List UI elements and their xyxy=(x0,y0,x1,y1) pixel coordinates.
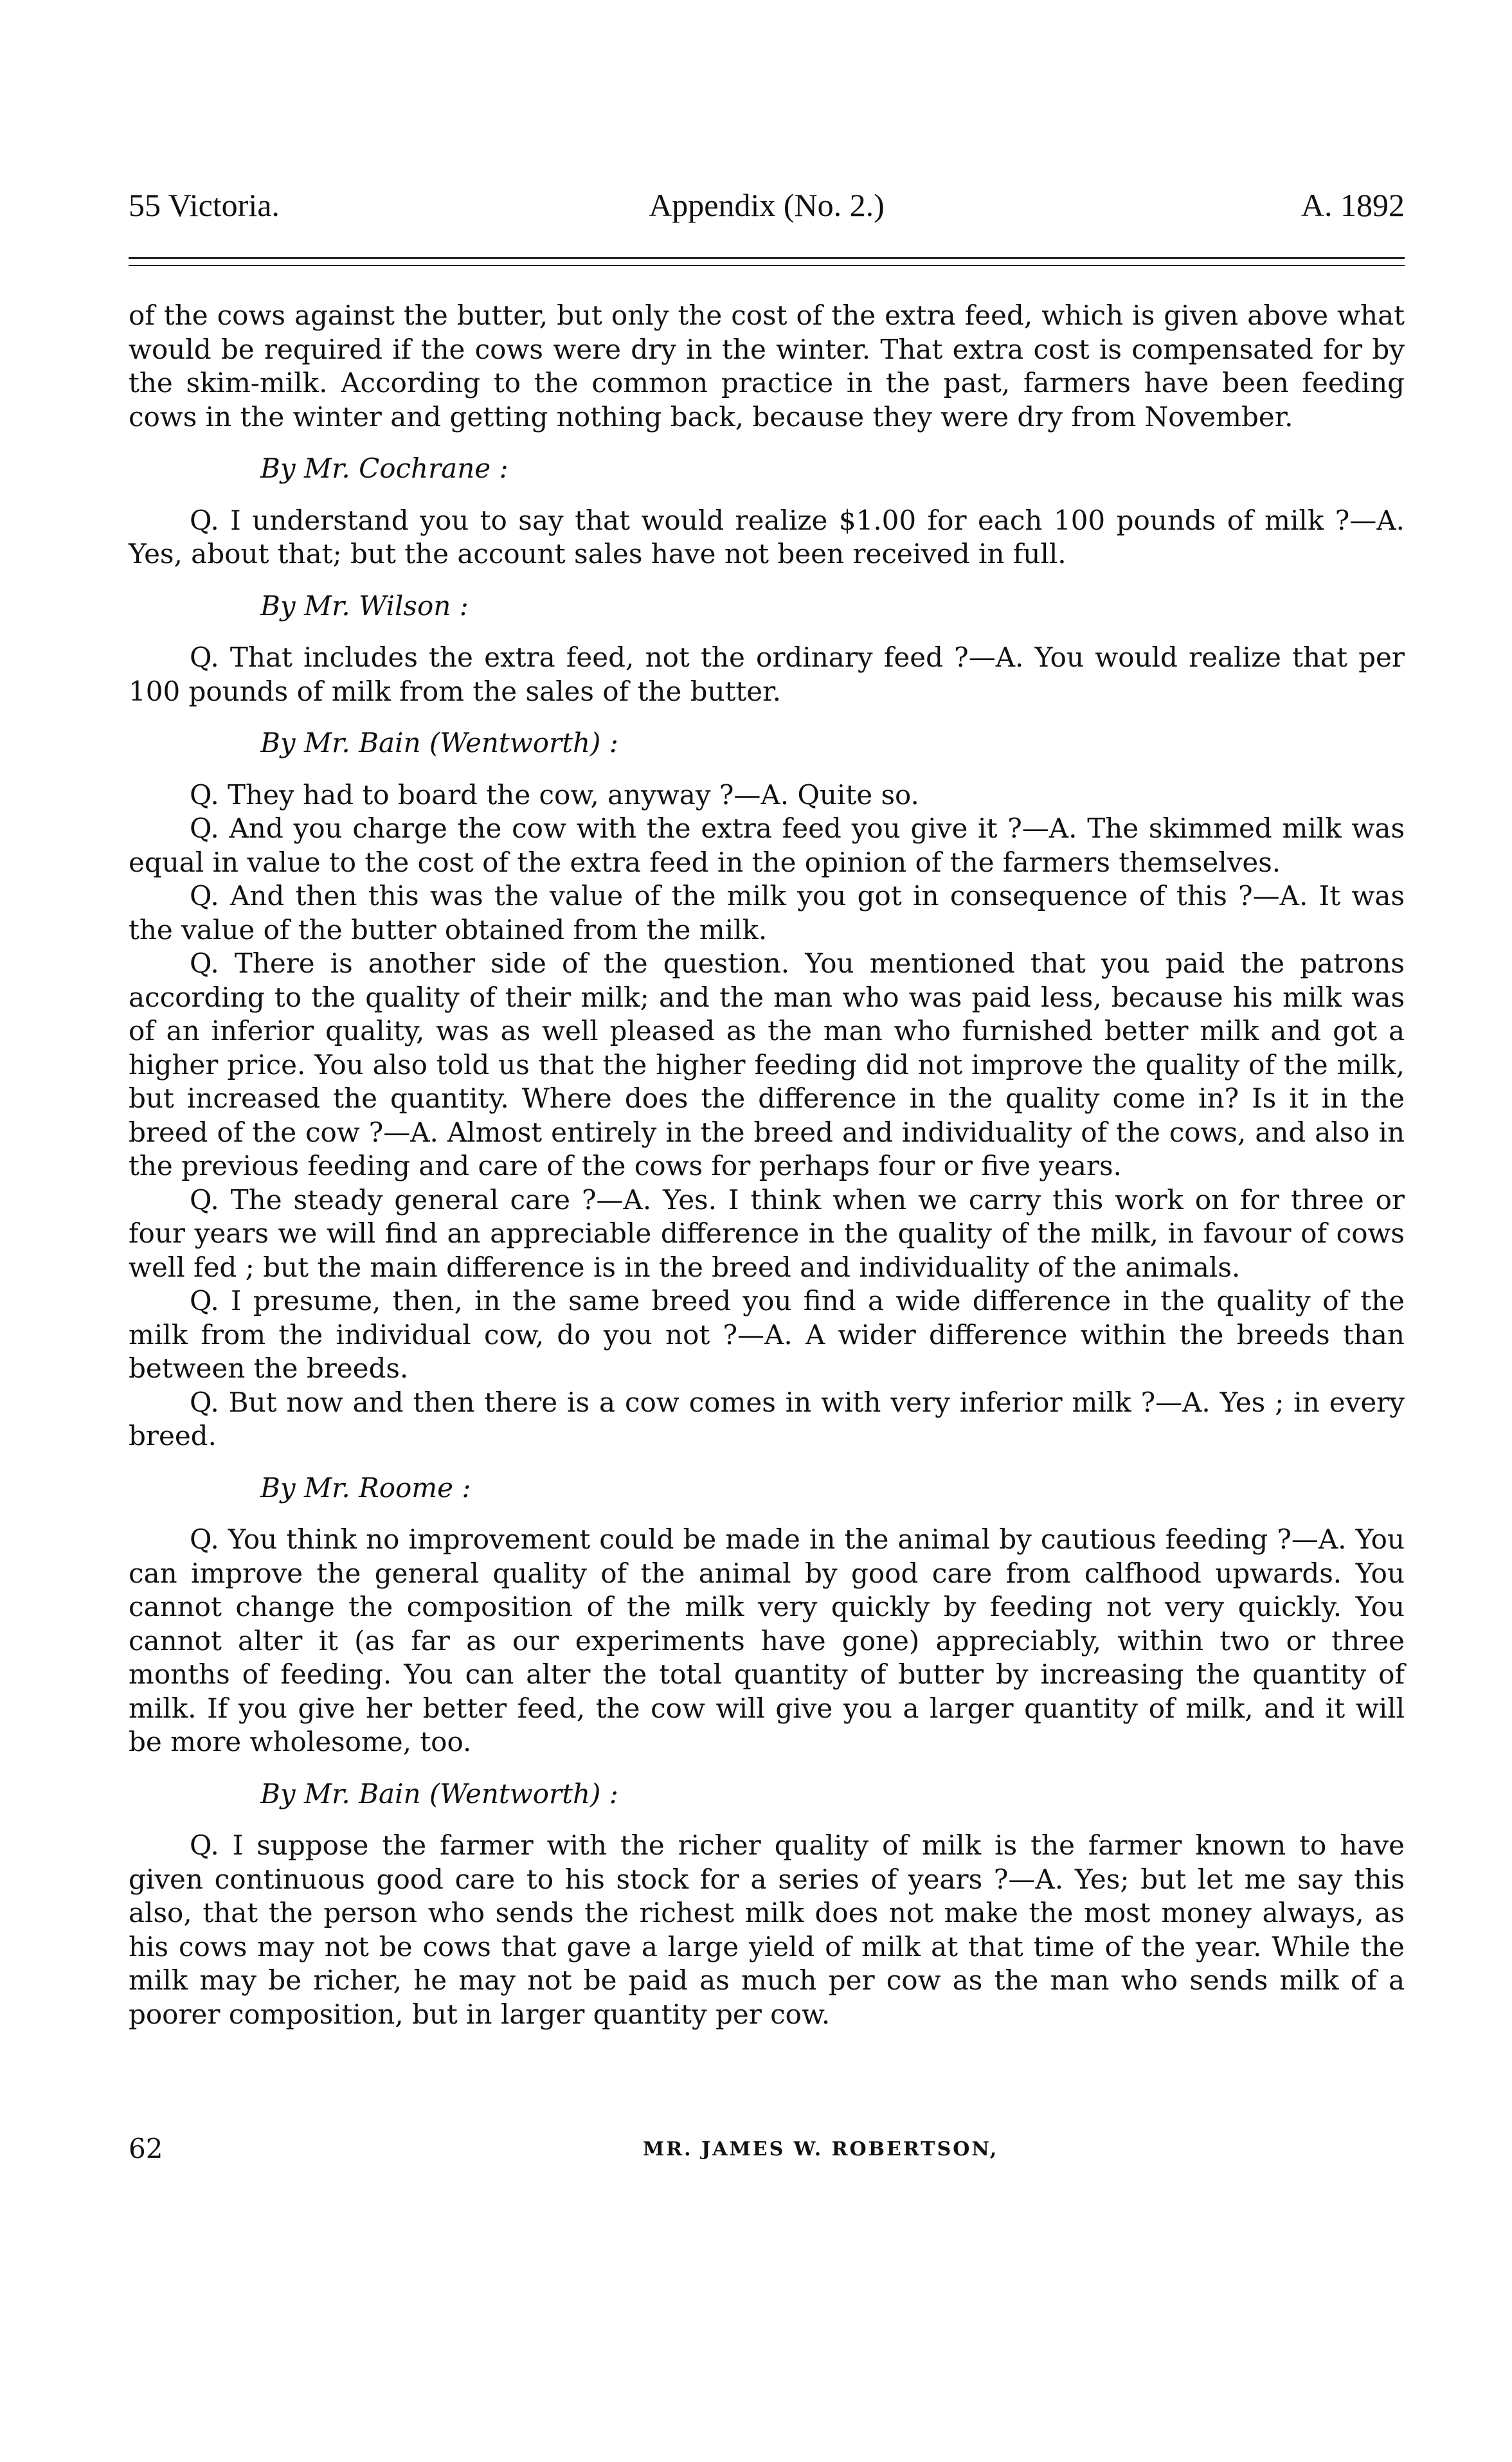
paragraph: Q. I understand you to say that would realize $1.00 for each 100 pounds of milk ?—A. Yes, about that; but the account sales have not been received in full. xyxy=(129,504,1405,570)
appendix-label: Appendix (No. 2.) xyxy=(649,187,885,223)
speaker-heading: By Mr. Bain (Wentworth) : xyxy=(260,727,618,759)
page-body xyxy=(129,299,1405,2031)
session-label: 55 Victoria. xyxy=(129,187,280,223)
header-rule xyxy=(129,257,1405,259)
header-rule-double xyxy=(129,265,1405,266)
page-header xyxy=(129,186,1405,231)
year-label: A. 1892 xyxy=(1300,187,1405,223)
paragraph: Q. But now and then there is a cow comes in with very inferior milk ?—A. Yes ; in every breed. xyxy=(129,1386,1405,1451)
running-title: MR. JAMES W. ROBERTSON, xyxy=(643,2138,999,2161)
speaker-heading: By Mr. Roome : xyxy=(260,1471,471,1504)
paragraph: Q. They had to board the cow, anyway ?—A. Quite so. xyxy=(190,778,919,811)
paragraph: Q. There is another side of the question. You mentioned that you paid the patrons according to the quality of their milk; and the man who was paid less, because his milk was of an inferior quality, was as well pleased as the man who furnished better milk and got a higher price. You also told us that the higher feeding did not improve the quality of the milk, but increased the quantity. Where does the difference in the quality come in? Is it in the breed of the cow ?—A. Almost entirely in the breed and individuality of the cows, and also in the previous feeding and care of the cows for perhaps four or five years. xyxy=(129,948,1405,1182)
paragraph: of the cows against the butter, but only the cost of the extra feed, which is given above what would be required if the cows were dry in the winter. That extra cost is compensated for by the skim-milk. According to the common practice in the past, farmers have been feeding cows in the winter and getting nothing back, because they were dry from November. xyxy=(129,300,1405,433)
speaker-heading: By Mr. Cochrane : xyxy=(260,453,509,484)
speaker-heading: By Mr. Bain (Wentworth) : xyxy=(260,1777,618,1810)
paragraph: Q. And then this was the value of the milk you got in consequence of this ?—A. It was the value of the butter obtained from the milk. xyxy=(129,880,1405,946)
paragraph: Q. You think no improvement could be made in the animal by cautious feeding ?—A. You can improve the general quality of the animal by good care from calfhood upwards. You cannot change the composition of the milk very quickly by feeding not very quickly. You cannot alter it (as far as our experiments have gone) appreciably, within two or three months of feeding. You can alter the total quantity of butter by increasing the quantity of milk. If you give her better feed, the cow will give you a larger quantity of milk, and it will be more wholesome, too. xyxy=(129,1523,1405,1757)
paragraph: Q. That includes the extra feed, not the ordinary feed ?—A. You would realize that per 100 pounds of milk from the sales of the butter. xyxy=(129,642,1405,707)
paragraph: Q. The steady general care ?—A. Yes. I think when we carry this work on for three or four years we will find an appreciable difference in the quality of the milk, in favour of cows well fed ; but the main difference is in the breed and individuality of the animals. xyxy=(129,1183,1405,1283)
paragraph: Q. I presume, then, in the same breed you find a wide difference in the quality of the milk from the individual cow, do you not ?—A. A wider difference within the breeds than between the breeds. xyxy=(129,1285,1405,1384)
speaker-heading: By Mr. Wilson : xyxy=(260,589,469,622)
paragraph: Q. I suppose the farmer with the richer quality of milk is the farmer known to have given continuous good care to his stock for a series of years ?—A. Yes; but let me say this also, that the person who sends the richest milk does not make the most money always, as his cows may not be cows that gave a large yield of milk at that time of the year. While the milk may be richer, he may not be paid as much per cow as the man who sends milk of a poorer composition, but in larger quantity per cow. xyxy=(129,1829,1405,2030)
page-number: 62 xyxy=(129,2133,163,2164)
paragraph: Q. And you charge the cow with the extra feed you give it ?—A. The skimmed milk was equal in value to the cost of the extra feed in the opinion of the farmers themselves. xyxy=(129,813,1405,878)
page-footer xyxy=(129,2133,1405,2171)
